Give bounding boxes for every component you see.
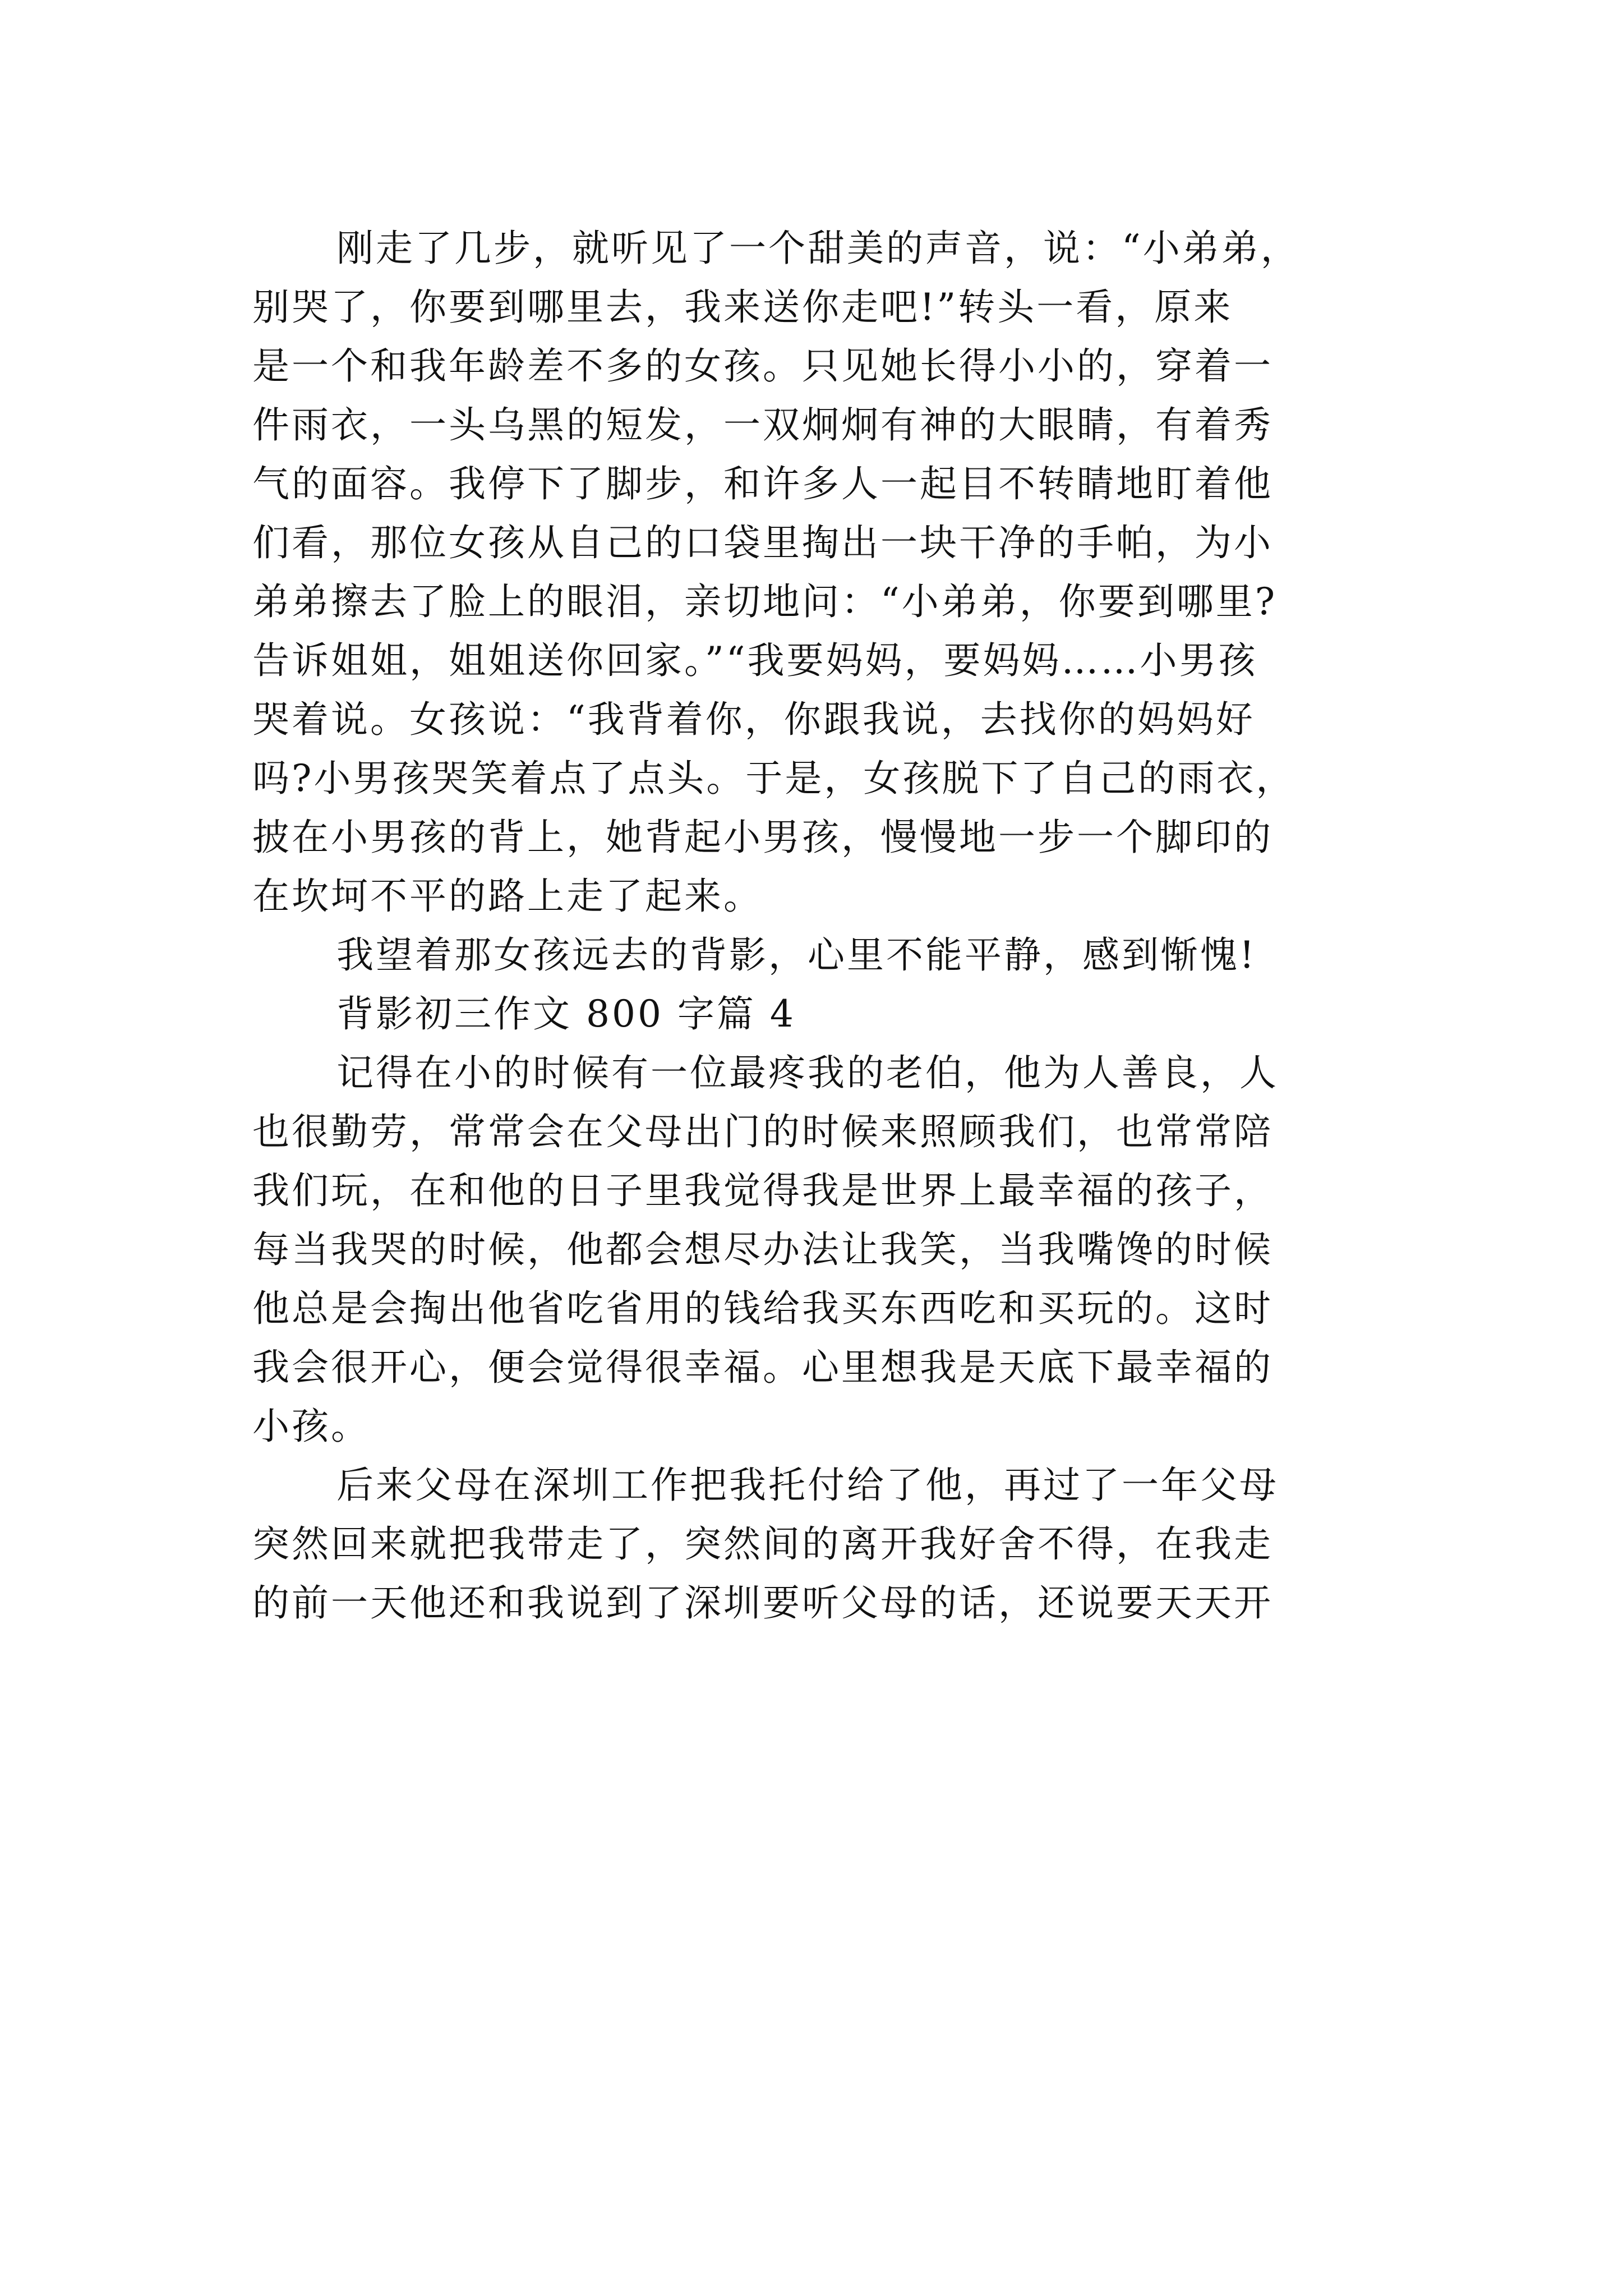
text-line: 哭着说。女孩说：“我背着你，你跟我说，去找你的妈妈好 bbox=[252, 698, 1255, 741]
text-line: 我望着那女孩远去的背影，心里不能平静，感到惭愧! bbox=[336, 933, 1257, 977]
text-line: 吗?小男孩哭笑着点了点头。于是，女孩脱下了自己的雨衣， bbox=[252, 757, 1295, 800]
section-heading: 背影初三作文 800 字篇 4 bbox=[336, 992, 796, 1036]
text-line: 每当我哭的时候，他都会想尽办法让我笑，当我嘴馋的时候 bbox=[252, 1228, 1273, 1271]
text-line: 别哭了，你要到哪里去，我来送你走吧!”转头一看，原来 bbox=[252, 286, 1233, 329]
text-line: 弟弟擦去了脸上的眼泪，亲切地问：“小弟弟，你要到哪里? bbox=[252, 580, 1278, 623]
text-line: 也很勤劳，常常会在父母出门的时候来照顾我们，也常常陪 bbox=[252, 1110, 1273, 1153]
text-line: 后来父母在深圳工作把我托付给了他，再过了一年父母 bbox=[336, 1464, 1279, 1507]
text-line: 我会很开心，便会觉得很幸福。心里想我是天底下最幸福的 bbox=[252, 1346, 1273, 1389]
text-line: 他总是会掏出他省吃省用的钱给我买东西吃和买玩的。这时 bbox=[252, 1287, 1273, 1330]
text-line: 是一个和我年龄差不多的女孩。只见她长得小小的，穿着一 bbox=[252, 344, 1273, 388]
document-page bbox=[252, 219, 1380, 1632]
text-line: 小孩。 bbox=[252, 1405, 370, 1448]
text-line: 告诉姐姐，姐姐送你回家。”“我要妈妈，要妈妈……小男孩 bbox=[252, 639, 1258, 682]
text-line: 气的面容。我停下了脚步，和许多人一起目不转睛地盯着他 bbox=[252, 462, 1273, 505]
text-line: 突然回来就把我带走了，突然间的离开我好舍不得，在我走 bbox=[252, 1522, 1273, 1566]
text-line: 在坎坷不平的路上走了起来。 bbox=[252, 875, 763, 918]
text-line: 我们玩，在和他的日子里我觉得我是世界上最幸福的孩子， bbox=[252, 1169, 1273, 1212]
text-line: 记得在小的时候有一位最疼我的老伯，他为人善良，人 bbox=[336, 1051, 1279, 1094]
text-line: 件雨衣，一头乌黑的短发，一双炯炯有神的大眼睛，有着秀 bbox=[252, 403, 1273, 447]
text-line: 们看，那位女孩从自己的口袋里掏出一块干净的手帕，为小 bbox=[252, 521, 1273, 564]
text-line: 披在小男孩的背上，她背起小男孩，慢慢地一步一个脚印的 bbox=[252, 816, 1273, 859]
text-line: 刚走了几步，就听见了一个甜美的声音，说：“小弟弟， bbox=[336, 227, 1300, 270]
text-line: 的前一天他还和我说到了深圳要听父母的话，还说要天天开 bbox=[252, 1581, 1273, 1625]
